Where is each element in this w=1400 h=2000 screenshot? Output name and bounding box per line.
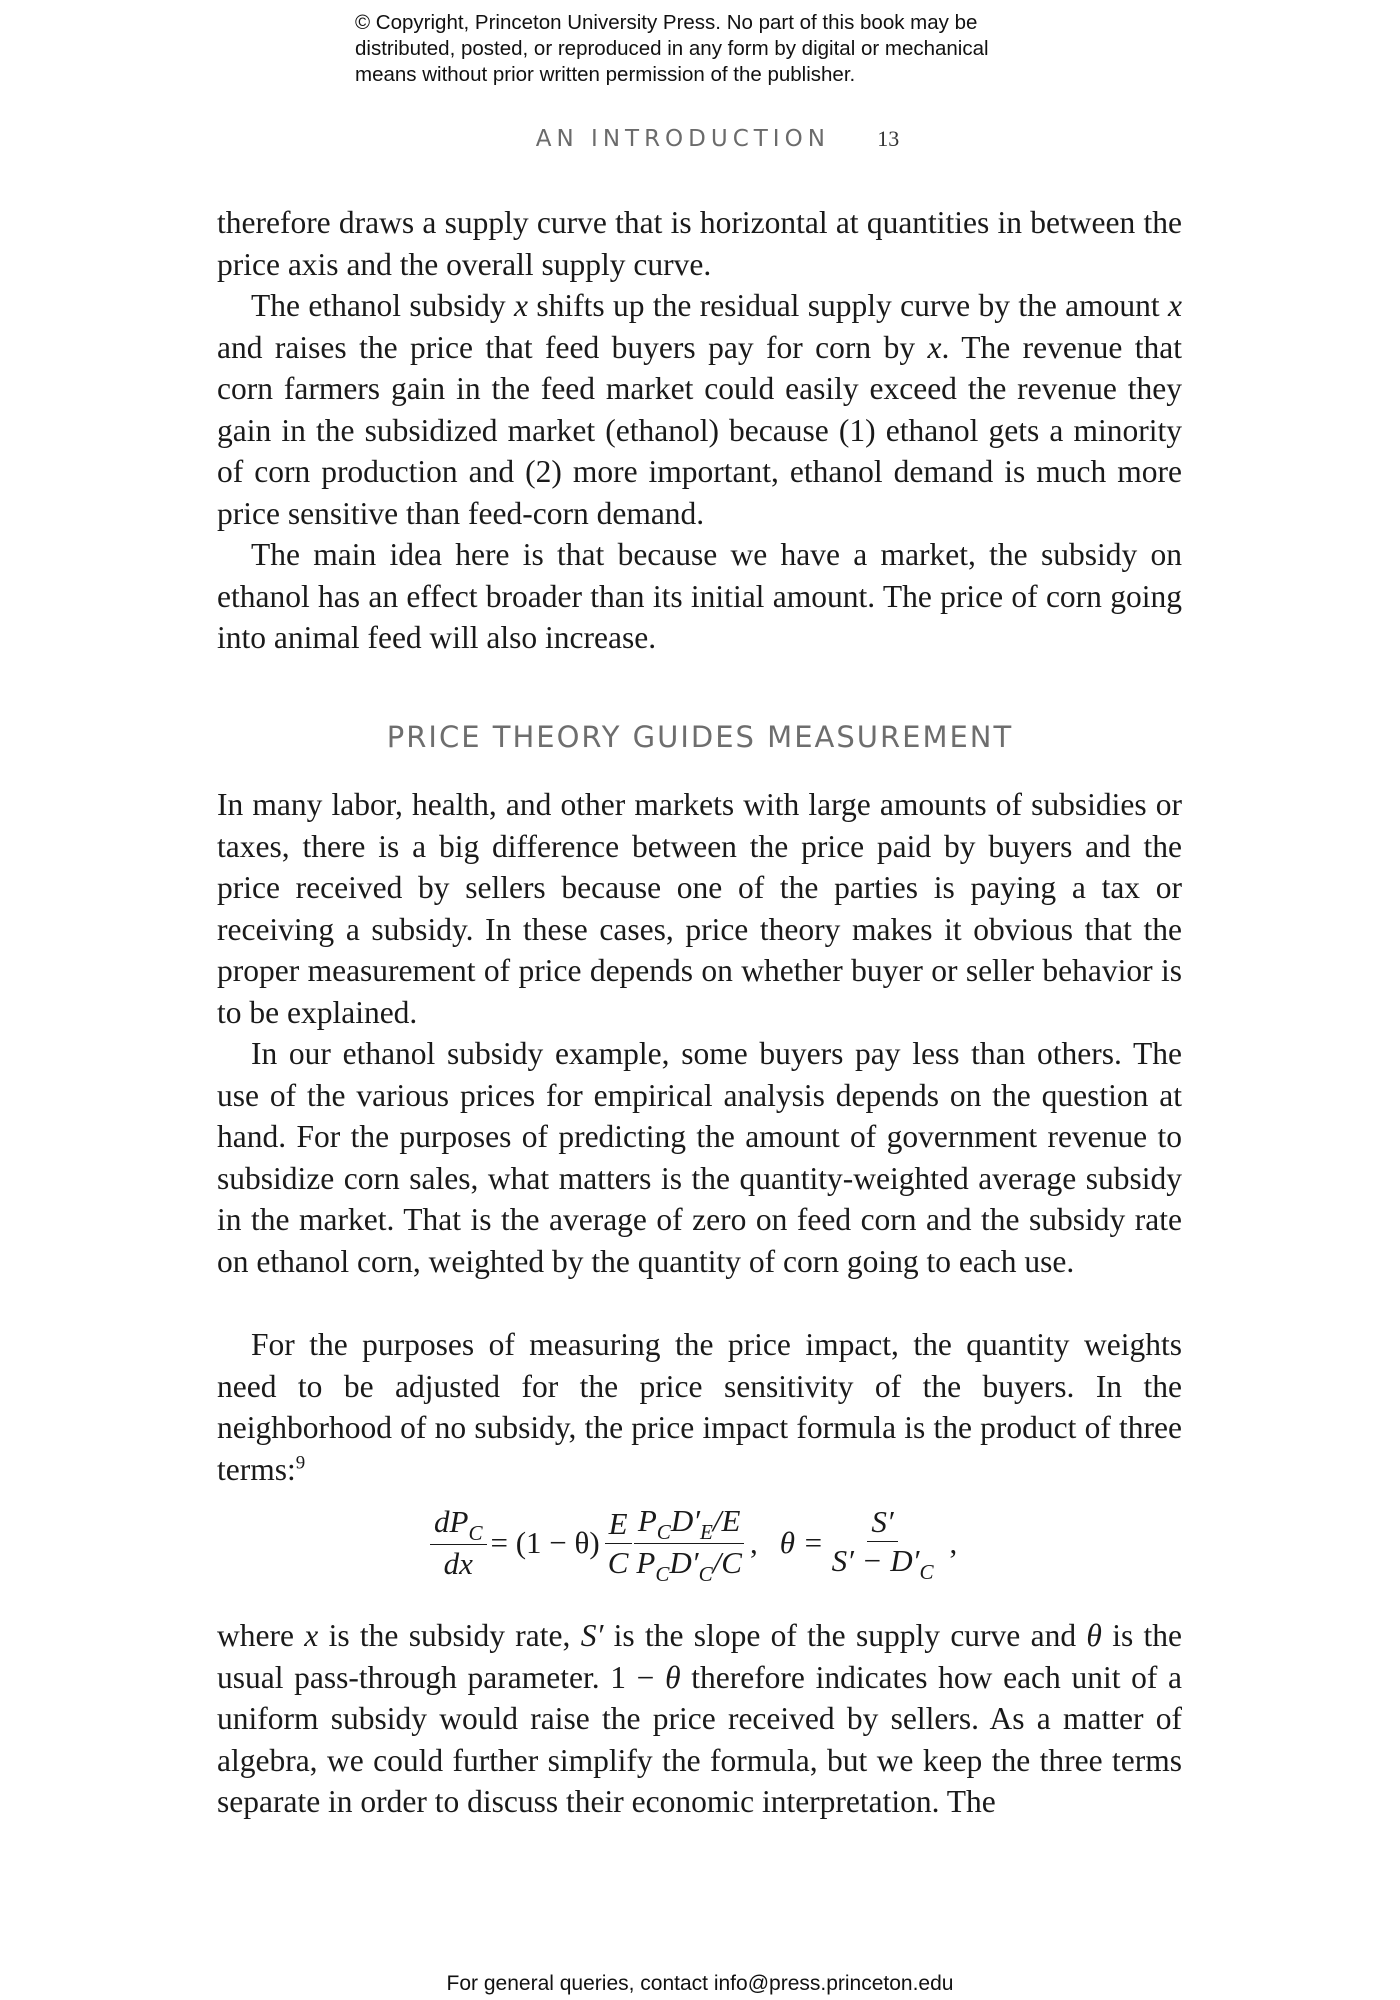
copyright-line-3: means without prior written permission of the publisher. — [355, 63, 856, 86]
paragraph-3: The main idea here is that because we have a market, the subsidy on ethanol has an effect broader than its initial amount. The price of corn going into animal feed will also increase. — [217, 537, 1182, 655]
running-head — [0, 126, 1400, 152]
symbol-theta: θ — [665, 1659, 681, 1695]
footer-contact: For general queries, contact info@press.princeton.edu — [446, 1972, 954, 1995]
copyright-notice — [355, 10, 1115, 88]
paragraph-1: therefore draws a supply curve that is horizontal at quantities in between the price axis and the overall supply curve. — [217, 205, 1182, 282]
symbol-s-prime: S′ — [580, 1618, 604, 1653]
symbol-x: x — [304, 1618, 319, 1653]
p6-text: For the purposes of measuring the price impact, the quantity weights need to be adjusted for the price sensitivity of the buyers. In the neighborhood of no subsidy, the price impact formula is the product of three terms: — [217, 1327, 1182, 1487]
equation-trailing-comma: , — [949, 1525, 958, 1560]
copyright-line-1: © Copyright, Princeton University Press. No part of this book may be — [355, 11, 978, 34]
copyright-line-2: distributed, posted, or reproduced in any form by digital or mechanical — [355, 37, 989, 60]
p2-text-d: . The revenue that corn farmers gain in the feed market could easily exceed the revenue they gain in the subsidized market (ethanol) because (1) ethanol gets a minority of corn production and (2) more important, ethanol demand is much more price sensitive than feed-corn demand. — [217, 329, 1182, 531]
p2-text-a: The ethanol subsidy — [251, 288, 515, 323]
symbol-x: x — [927, 329, 942, 365]
p2-text-b: shifts up the residual supply curve by the amount — [528, 288, 1169, 323]
p2-text-c: and raises the price that feed buyers pay for corn by — [217, 329, 928, 365]
equation-fraction-e-over-c: $\frac{E}{C}$ — [604, 1505, 633, 1582]
equation-lhs-fraction: $\frac{dP_C}{dx}$ — [430, 1503, 487, 1583]
section-heading: PRICE THEORY GUIDES MEASUREMENT — [386, 720, 1014, 754]
paragraph-4: In many labor, health, and other markets with large amounts of subsidies or taxes, there is a big difference between the price paid by buyers and the price received by sellers because one of the parties is paying a tax or receiving a subsidy. In these cases, price theory makes it obvious that the proper measurement of price depends on whether buyer or seller behavior is to be explained. — [217, 787, 1182, 1030]
symbol-theta: θ — [1086, 1618, 1102, 1653]
equation-pass-through-fraction: $\frac{S'}{S' - D'_C}$ — [831, 1504, 934, 1584]
running-head-title: AN INTRODUCTION — [535, 126, 830, 152]
equation-comma: , — [749, 1525, 758, 1560]
paragraph-2 — [217, 285, 1182, 534]
paragraph-5: In our ethanol subsidy example, some buyers pay less than others. The use of the various prices for empirical analysis depends on the question at hand. For the purposes of predicting the amount of government revenue to subsidize corn sales, what matters is the quantity-weighted average subsidy in the market. That is the average of zero on feed corn and the subsidy rate on ethanol corn, weighted by the quantity of corn going to each use. — [217, 1036, 1182, 1279]
equation-theta-equals: θ = — [779, 1525, 824, 1560]
footnote-marker: 9 — [295, 1452, 306, 1473]
symbol-x: x — [514, 288, 529, 323]
paragraph-7: where x is the subsidy rate, S′ is the slope of the supply curve and θ is the usual pass-through parameter. 1 − θ therefore indicates how each unit of a uniform subsidy would raise the price received by sellers. As a matter of algebra, we could further simplify the formula, but we keep the three terms separate in order to discuss their economic interpretation. The — [217, 1618, 1183, 1819]
page-number: 13 — [877, 126, 900, 151]
equation-one-minus-theta: = (1 − θ) — [490, 1525, 600, 1560]
symbol-x: x — [1168, 288, 1182, 323]
paragraph-6 — [217, 1324, 1182, 1490]
price-impact-equation — [430, 1498, 961, 1588]
equation-fraction-demand-ratio: $\frac{P_CD'_E/E}{P_CD'_C/C}$ — [632, 1502, 746, 1585]
